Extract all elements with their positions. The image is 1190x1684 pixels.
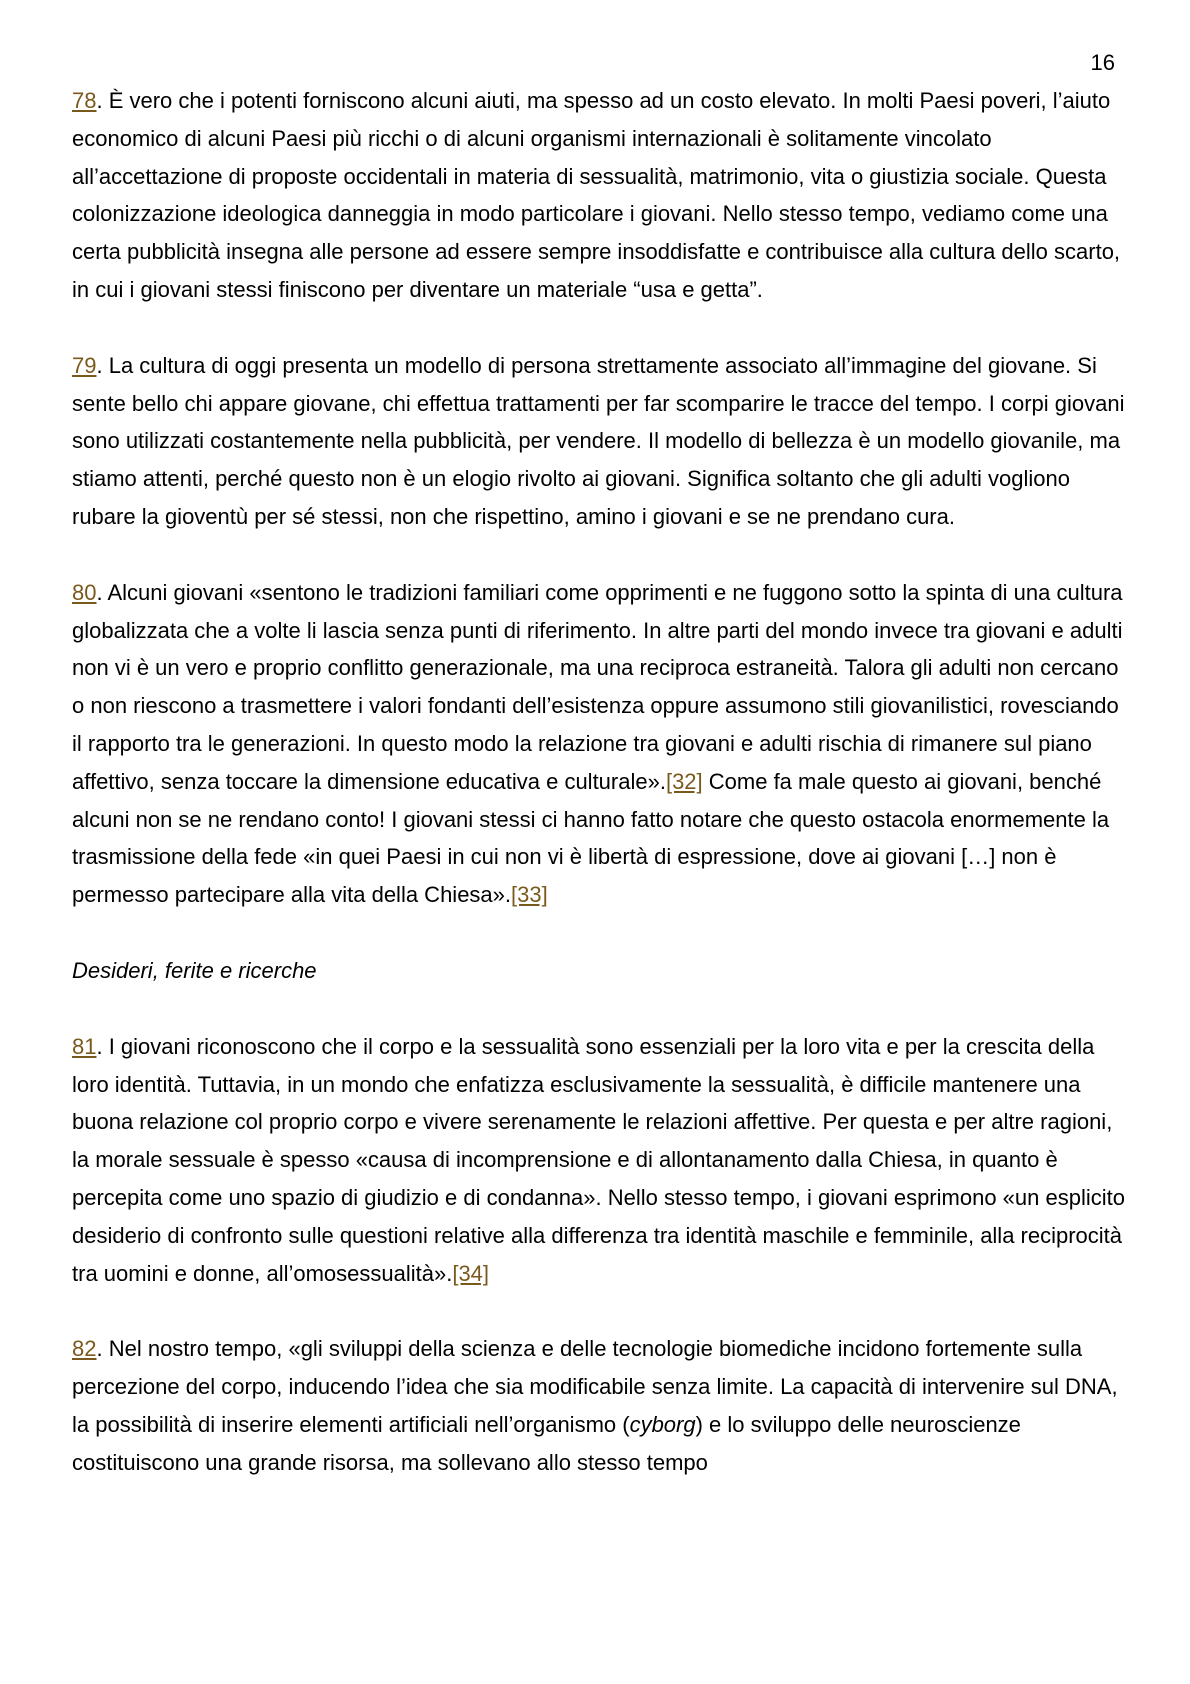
paragraph-number-link[interactable]: 82 [72,1336,97,1362]
section-heading: Desideri, ferite e ricerche [72,957,317,983]
footnote-link[interactable]: [33] [511,882,548,908]
paragraph-text: . I giovani riconoscono che il corpo e la sessualità sono essenziali per la loro vita e per la crescita della loro identità. Tuttavia, in un mondo che enfatizza esclusivamente la sessualità, è difficile mantenere una buona relazione col proprio corpo e vivere serenamente le relazioni affettive. Per questa e per altre ragioni, la morale sessuale è spesso «causa di incomprensione e di allontanamento dalla Chiesa, in quanto è percepita come uno spazio di giudizio e di condanna». Nello stesso tempo, i giovani esprimono «un esplicito desiderio di confronto sulle questioni relative alla differenza tra identità maschile e femminile, alla reciprocità tra uomini e donne, all’omosessualità». [72,1033,1125,1286]
paragraph-text: ) e lo sviluppo delle neuroscienze costituiscono una grande risorsa, ma sollevano allo stesso tempo [72,1411,1021,1475]
paragraph-80 [72,574,1132,914]
paragraph-text: . La cultura di oggi presenta un modello di persona strettamente associato all’immagine del giovane. Si sente bello chi appare giovane, chi effettua trattamenti per far scomparire le tracce del tempo. I corpi giovani sono utilizzati costantemente nella pubblicità, per vendere. Il modello di bellezza è un modello giovanile, ma stiamo attenti, perché questo non è un elogio rivolto ai giovani. Significa soltanto che gli adulti vogliono rubare la gioventù per sé stessi, non che rispettino, amino i giovani e se ne prendano cura. [72,352,1125,529]
footnote-link[interactable]: [32] [665,768,703,794]
paragraph-82 [72,1330,1132,1481]
paragraph-number-link[interactable]: 80 [72,579,97,605]
paragraph-number-link[interactable]: 79 [72,352,97,378]
paragraph-text: . Nel nostro tempo, «gli sviluppi della scienza e delle tecnologie biomediche incidono fortemente sulla percezione del corpo, inducendo l’idea che sia modificabile senza limite. La capacità di intervenire sul DNA, la possibilità di inserire elementi artificiali nell’organismo ( [72,1336,1118,1437]
paragraph-number-link[interactable]: 81 [72,1033,97,1059]
paragraph-text: . È vero che i potenti forniscono alcuni aiuti, ma spesso ad un costo elevato. In molti Paesi poveri, l’aiuto economico di alcuni Paesi più ricchi o di alcuni organismi internazionali è solitamente vincolato all’accettazione di proposte occidentali in materia di sessualità, matrimonio, vita o giustizia sociale. Questa colonizzazione ideologica danneggia in modo particolare i giovani. Nello stesso tempo, vediamo come una certa pubblicità insegna alle persone ad essere sempre insoddisfatte e contribuisce alla cultura dello scarto, in cui i giovani stessi finiscono per diventare un materiale “usa e getta”. [72,88,1121,302]
paragraph-number-link[interactable]: 78 [72,88,97,113]
emphasis-text: cyborg [629,1411,696,1437]
paragraph-text: . Alcuni giovani «sentono le tradizioni familiari come opprimenti e ne fuggono sotto la spinta di una cultura globalizzata che a volte li lascia senza punti di riferimento. In altre parti del mondo invece tra giovani e adulti non vi è un vero e proprio conflitto generazionale, ma una reciproca estraneità. Talora gli adulti non cercano o non riescono a trasmettere i valori fondanti dell’esistenza oppure assumono stili giovanilistici, rovesciando il rapporto tra le generazioni. In questo modo la relazione tra giovani e adulti rischia di rimanere sul piano affettivo, senza toccare la dimensione educativa e culturale». [72,579,1123,794]
footnote-link[interactable]: [34] [452,1260,490,1286]
paragraph-79 [72,347,1132,536]
paragraph-78 [72,82,1132,309]
document-body [72,82,1132,1520]
paragraph-81 [72,1028,1132,1293]
paragraph-text: Come fa male questo ai giovani, benché alcuni non se ne rendano conto! I giovani stessi ci hanno fatto notare che questo ostacola enormemente la trasmissione della fede «in quei Paesi in cui non vi è libertà di espressione, dove ai giovani […] non è permesso partecipare alla vita della Chiesa». [72,768,1110,908]
page-number: 16 [1090,50,1115,75]
